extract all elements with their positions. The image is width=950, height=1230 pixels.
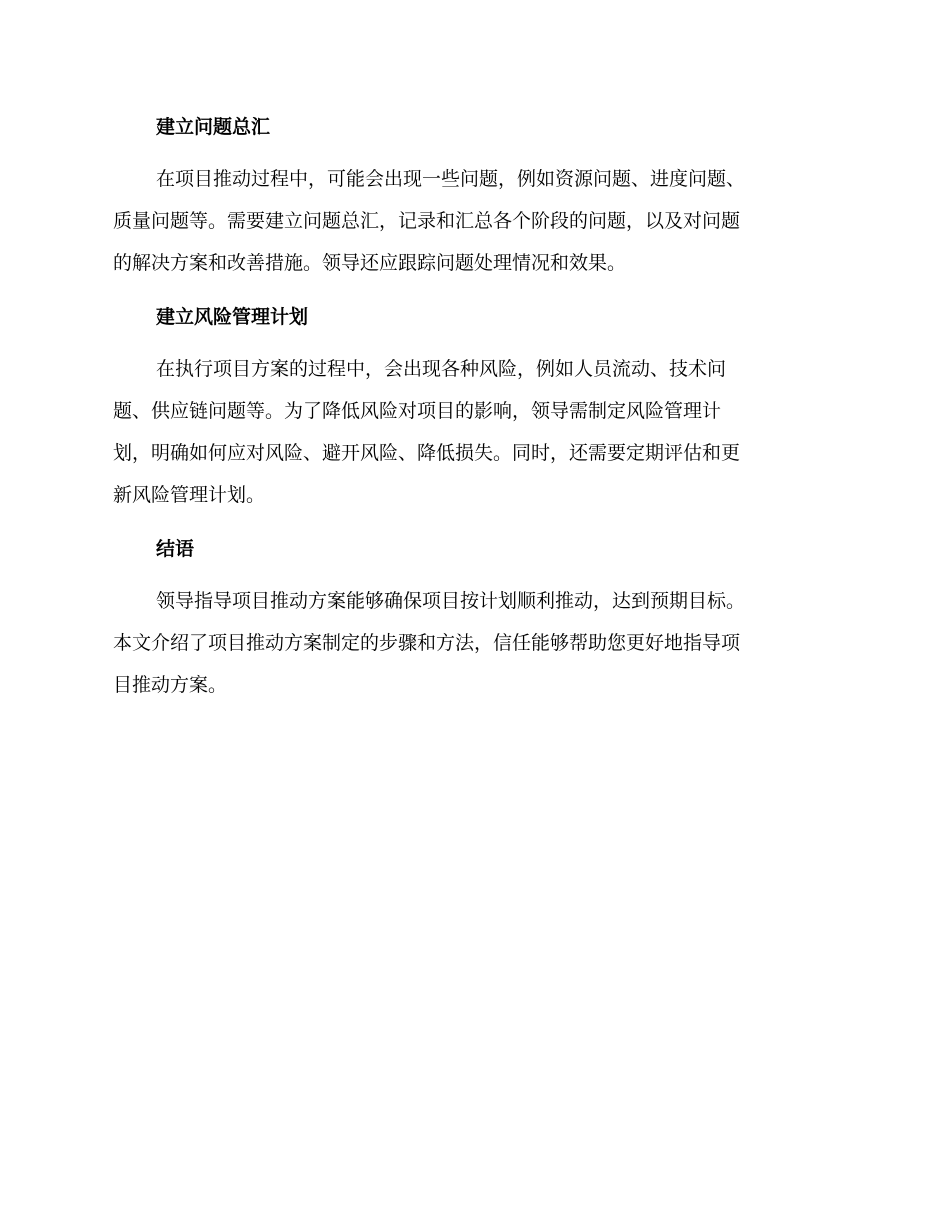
paragraph-line: 在项目推动过程中，可能会出现一些问题，例如资源问题、进度问题、 <box>156 168 746 190</box>
section-paragraph <box>113 580 831 706</box>
section-risk-plan <box>113 296 831 516</box>
section-heading: 结语 <box>156 538 195 560</box>
section-heading: 建立问题总汇 <box>156 116 271 138</box>
section-heading: 建立风险管理计划 <box>156 306 309 328</box>
section-paragraph <box>113 348 831 516</box>
paragraph-line: 题、供应链问题等。为了降低风险对项目的影响，领导需制定风险管理计 <box>113 400 722 422</box>
paragraph-line: 目推动方案。 <box>113 674 228 696</box>
section-issue-summary <box>113 106 831 284</box>
paragraph-line: 新风险管理计划。 <box>113 484 266 506</box>
paragraph-line: 在执行项目方案的过程中，会出现各种风险，例如人员流动、技术问 <box>156 358 727 380</box>
section-paragraph <box>113 158 831 284</box>
section-conclusion <box>113 528 831 706</box>
paragraph-line: 领导指导项目推动方案能够确保项目按计划顺利推动，达到预期目标。 <box>156 590 746 612</box>
paragraph-line: 本文介绍了项目推动方案制定的步骤和方法，信任能够帮助您更好地指导项 <box>113 632 741 654</box>
paragraph-line: 划，明确如何应对风险、避开风险、降低损失。同时，还需要定期评估和更 <box>113 442 741 464</box>
paragraph-line: 质量问题等。需要建立问题总汇，记录和汇总各个阶段的问题，以及对问题 <box>113 210 741 232</box>
paragraph-line: 的解决方案和改善措施。领导还应跟踪问题处理情况和效果。 <box>113 252 627 274</box>
document-page <box>113 106 831 718</box>
